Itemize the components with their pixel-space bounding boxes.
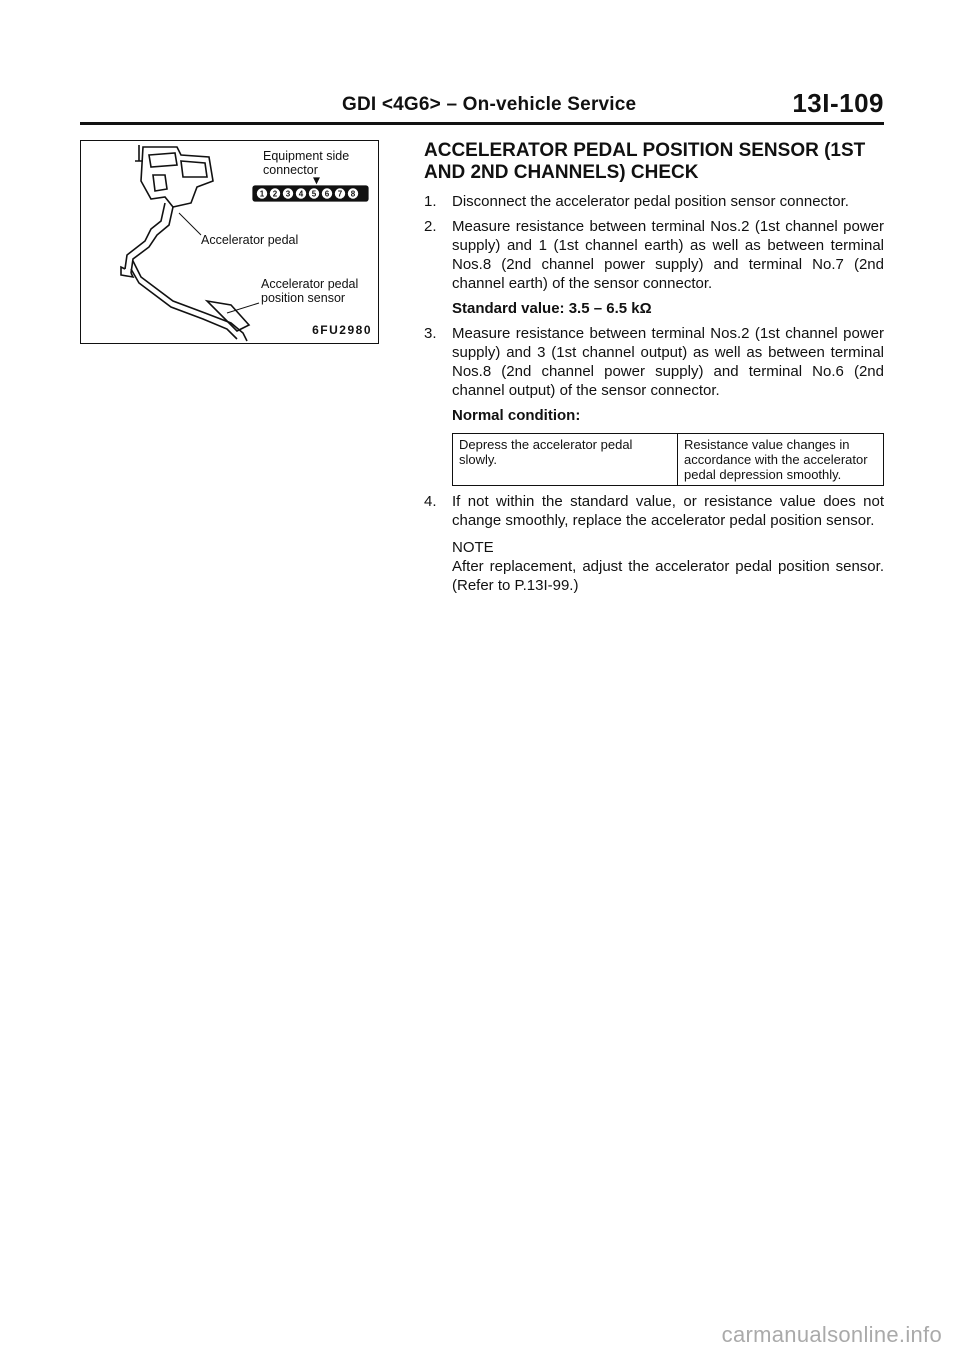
connector-pin-3: 3 <box>285 189 291 199</box>
step-3 <box>424 324 884 486</box>
step-number: 2. <box>424 218 437 235</box>
step-text: Measure resistance between terminal Nos.2 (1st channel power supply) and 1 (1st channel earth) as well as between terminal Nos.8 (2nd channel power supply) and terminal No.7 (2nd channel earth) of the sensor connector. <box>452 218 884 292</box>
connector-pin-7: 7 <box>337 189 343 199</box>
equipment-connector-label: Equipment side connector <box>263 149 350 177</box>
note-label: NOTE <box>452 539 494 556</box>
connector-pin-6: 6 <box>324 189 330 199</box>
watermark: carmanualsonline.info <box>721 1322 942 1347</box>
connector-pin-8: 8 <box>350 189 356 199</box>
normal-condition-table <box>452 433 884 486</box>
step-1 <box>424 192 884 211</box>
table-row <box>453 434 884 486</box>
connector-pin-4: 4 <box>298 189 304 199</box>
section-title: ACCELERATOR PEDAL POSITION SENSOR (1ST AND 2ND CHANNELS) CHECK <box>424 140 866 183</box>
figure-code: 6FU2980 <box>312 323 372 337</box>
connector-pin-1: 1 <box>259 189 265 199</box>
step-number: 1. <box>424 193 437 210</box>
normal-condition-label: Normal condition: <box>452 407 581 424</box>
main-content <box>424 140 884 601</box>
procedure-steps <box>424 192 884 595</box>
condition-cell: Depress the accelerator pedal slowly. <box>453 434 678 486</box>
step-text: If not within the standard value, or resistance value does not change smoothly, replace the accelerator pedal position sensor. <box>452 493 884 529</box>
step-number: 4. <box>424 493 437 510</box>
position-sensor-label: Accelerator pedal position sensor <box>261 277 359 305</box>
header-title: GDI <4G6> – On-vehicle Service <box>342 94 637 115</box>
page-number: 13I-109 <box>792 88 884 118</box>
sensor-illustration <box>80 140 379 344</box>
connector-pin-2: 2 <box>272 189 278 199</box>
note-text: After replacement, adjust the accelerator pedal position sensor. (Refer to P.13I-99.) <box>452 558 884 594</box>
result-cell: Resistance value changes in accordance with the accelerator pedal depression smoothly. <box>678 434 884 486</box>
page-header <box>80 88 884 125</box>
step-number: 3. <box>424 325 437 342</box>
accelerator-pedal-label: Accelerator pedal <box>201 233 299 247</box>
step-text: Measure resistance between terminal Nos.2 (1st channel power supply) and 3 (1st channel output) as well as between terminal Nos.8 (2nd channel power supply) and terminal No.6 (2nd channel output) of the sensor connector. <box>452 325 884 399</box>
step-4 <box>424 492 884 595</box>
standard-value: Standard value: 3.5 – 6.5 kΩ <box>452 300 652 317</box>
connector-pin-5: 5 <box>311 189 317 199</box>
step-2 <box>424 217 884 318</box>
step-text: Disconnect the accelerator pedal position sensor connector. <box>452 193 849 210</box>
